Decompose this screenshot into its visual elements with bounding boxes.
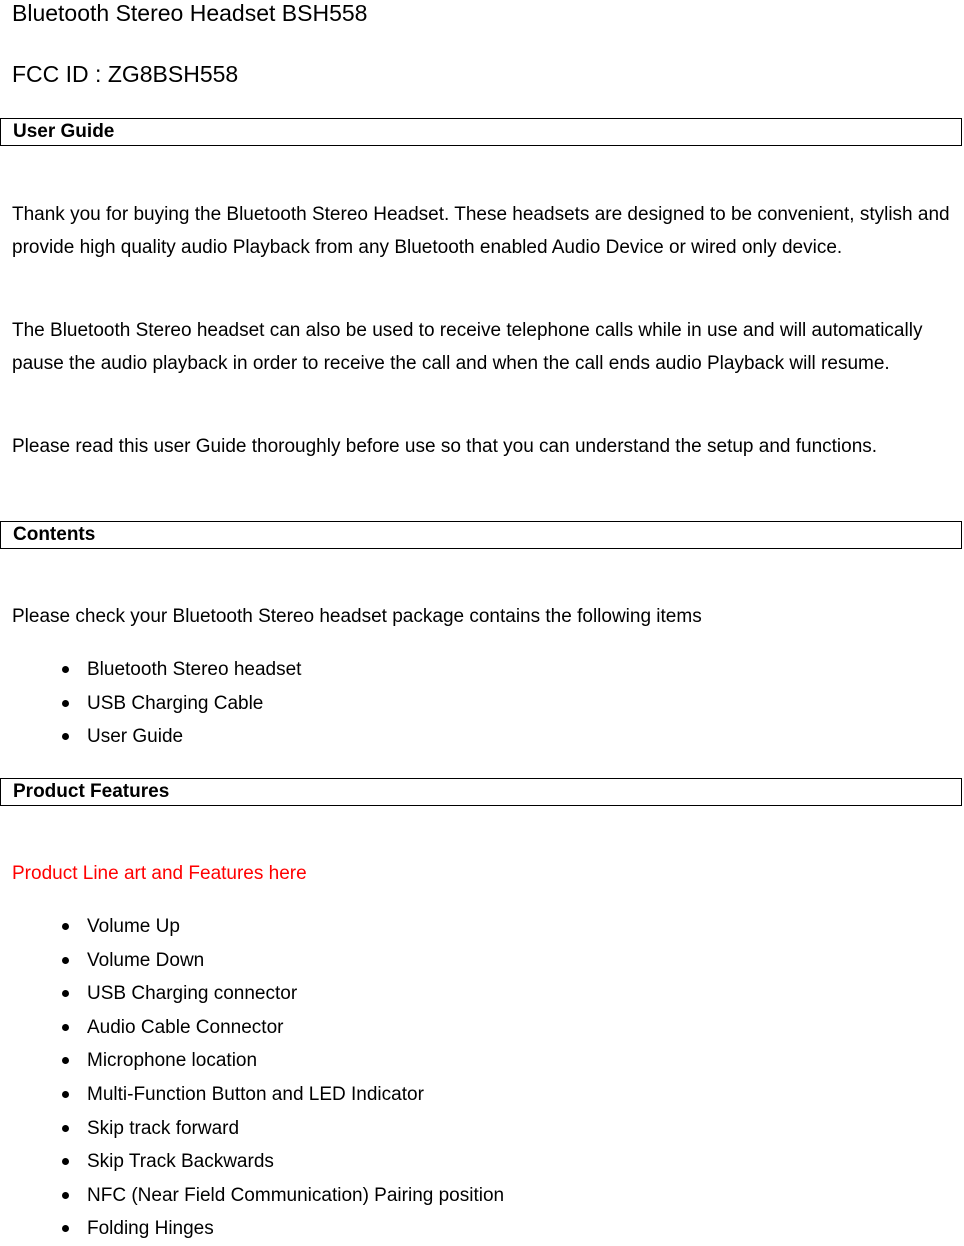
calls-paragraph: The Bluetooth Stereo headset can also be used to receive telephone calls while in use and will automatically pause the audio playback in order to receive the call and when the call ends audio Playback will resume. — [12, 320, 923, 374]
bullet-icon — [62, 666, 69, 673]
bullet-icon — [62, 923, 69, 930]
section-heading-contents: Contents — [0, 521, 962, 549]
list-item-label: USB Charging connector — [87, 983, 298, 1005]
list-item-label: Skip track forward — [87, 1117, 240, 1139]
list-item-label: Bluetooth Stereo headset — [87, 659, 302, 680]
section-heading-user-guide: User Guide — [0, 118, 962, 146]
features-placeholder-note: Product Line art and Features here — [12, 863, 307, 884]
bullet-icon — [62, 1225, 69, 1232]
list-item-label: User Guide — [87, 726, 184, 748]
list-item — [0, 653, 301, 687]
bullet-icon — [62, 1057, 69, 1064]
fcc-id: FCC ID : ZG8BSH558 — [12, 61, 239, 87]
list-item-label: Volume Up — [87, 916, 180, 937]
read-guide-paragraph: Please read this user Guide thoroughly before use so that you can understand the setup and functions. — [12, 436, 878, 457]
list-item — [0, 1145, 504, 1179]
contents-list — [0, 653, 301, 754]
bullet-icon — [62, 957, 69, 964]
contents-intro: Please check your Bluetooth Stereo headset package contains the following items — [12, 606, 702, 627]
list-item-label: Multi-Function Button and LED Indicator — [87, 1083, 424, 1105]
section-heading-product-features: Product Features — [0, 778, 962, 806]
list-item — [0, 910, 504, 944]
list-item-label: USB Charging Cable — [87, 692, 264, 714]
list-item — [0, 1078, 504, 1112]
list-item-label: Microphone location — [87, 1050, 258, 1072]
list-item — [0, 1011, 504, 1045]
bullet-icon — [62, 700, 69, 707]
intro-paragraph: Thank you for buying the Bluetooth Stereo Headset. These headsets are designed to be convenient, stylish and provide high quality audio Playback from any Bluetooth enabled Audio Device or wired only device. — [12, 204, 950, 258]
bullet-icon — [62, 733, 69, 740]
list-item-label: Audio Cable Connector — [87, 1016, 284, 1038]
bullet-icon — [62, 990, 69, 997]
list-item-label: NFC (Near Field Communication) Pairing position — [87, 1184, 505, 1206]
list-item — [0, 944, 504, 978]
list-item-label: Volume Down — [87, 949, 205, 971]
list-item — [0, 1044, 504, 1078]
list-item-label: Folding Hinges — [87, 1218, 214, 1240]
list-item-label: Skip Track Backwards — [87, 1151, 274, 1173]
list-item — [0, 977, 504, 1011]
bullet-icon — [62, 1091, 69, 1098]
bullet-icon — [62, 1125, 69, 1132]
list-item — [0, 720, 301, 754]
features-list — [0, 910, 504, 1246]
list-item — [0, 1179, 504, 1213]
list-item — [0, 1212, 504, 1246]
list-item — [0, 1112, 504, 1146]
bullet-icon — [62, 1158, 69, 1165]
bullet-icon — [62, 1192, 69, 1199]
list-item — [0, 687, 301, 721]
document-title: Bluetooth Stereo Headset BSH558 — [12, 0, 368, 26]
bullet-icon — [62, 1024, 69, 1031]
